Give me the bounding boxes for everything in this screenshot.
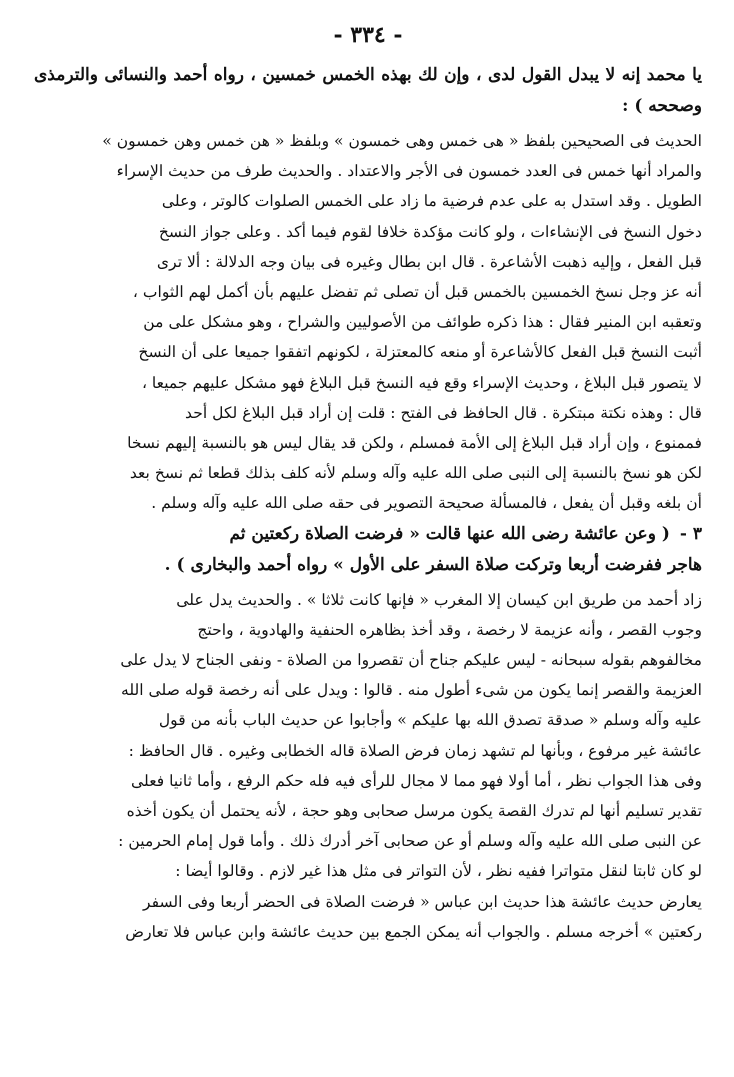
commentary-line: والمراد أنها خمس فى العدد خمسون فى الأجر والاعتداد . والحديث طرف من حديث الإسراء <box>116 162 702 181</box>
commentary-line: وتعقبه ابن المنير فقال : هذا ذكره طوائف من الأصوليين والشراح ، وهو مشكل على من <box>143 313 702 332</box>
commentary-line: أثبت النسخ قبل الفعل كالأشاعرة أو منعه كالمعتزلة ، لكونهم اتفقوا جميعا على أن النسخ <box>138 343 702 362</box>
commentary-line: يعارض حديث عائشة هذا حديث ابن عباس « فرضت الصلاة فى الحضر أربعا وفى السفر <box>143 892 702 911</box>
commentary-line: قبل الفعل ، وإليه ذهبت الأشاعرة . قال ابن بطال وغيره فى بيان وجه الدلالة : ألا ترى <box>156 252 702 271</box>
commentary-line: لكن هو نسخ بالنسبة إلى النبى صلى الله عليه وآله وسلم لأنه كلف بذلك قطعا ثم نسخ بعد <box>129 464 702 483</box>
hadith-3 <box>34 519 702 581</box>
commentary-line: الطويل . وقد استدل به على عدم فرضية ما زاد على الخمس الصلوات كالوتر ، وعلى <box>161 192 702 211</box>
commentary-section-2 <box>34 585 702 947</box>
page-number: - ٣٣٤ - <box>333 22 403 48</box>
hadith-3-line <box>34 519 702 550</box>
commentary-line: لو كان ثابتا لنقل متواترا ففيه نظر ، لأن التواتر فى مثل هذا غير لازم . وقالوا أيضا : <box>175 862 702 881</box>
commentary-line: عائشة غير مرفوع ، وبأنها لم تشهد زمان فرض الصلاة قاله الخطابى وغيره . قال الحافظ : <box>128 741 702 760</box>
commentary-line: وفى هذا الجواب نظر ، أما أولا فهو مما لا مجال للرأى فيه فله حكم الرفع ، وأما ثانيا فعلى <box>131 771 702 790</box>
commentary-line: أن بلغه وقبل أن يفعل ، فالمسألة صحيحة التصوير فى حقه صلى الله عليه وآله وسلم . <box>151 494 702 513</box>
commentary-line: قال : وهذه نكتة مبتكرة . قال الحافظ فى الفتح : قلت إن أراد قبل البلاغ لكل أحد <box>185 403 702 422</box>
commentary-line: ركعتين » أخرجه مسلم . والجواب أنه يمكن الجمع بين حديث عائشة وابن عباس فلا تعارض <box>125 922 702 941</box>
hadith-2-ending: يا محمد إنه لا يبدل القول لدى ، وإن لك بهذه الخمس خمسين ، رواه أحمد والنسائى والترمذى وصححه ) : <box>34 65 702 116</box>
commentary-line: فممنوع ، وإن أراد قبل البلاغ إلى الأمة فمسلم ، ولكن قد يقال ليس هو بالنسبة إليهم نسخا <box>127 434 702 453</box>
hadith-3-number: ٣ - <box>679 523 702 544</box>
commentary-section-1 <box>34 126 702 519</box>
commentary-line: تقدير تسليم أنها لم تدرك القصة يكون مرسل صحابى وهو حجة ، لأنه يحتمل أن يكون أخذه <box>126 802 702 821</box>
commentary-line: مخالفوهم بقوله سبحانه - ليس عليكم جناح أن تقصروا من الصلاة - ونفى الجناح لا يدل على <box>120 651 702 670</box>
commentary-line: عليه وآله وسلم « صدقة تصدق الله بها عليكم » وأجابوا عن حديث الباب بأنه من قول <box>158 711 702 730</box>
hadith-3-line: هاجر ففرضت أربعا وتركت صلاة السفر على الأول » رواه أحمد والبخارى ) . <box>164 554 702 575</box>
hadith-3-text-1: ( وعن عائشة رضى الله عنها قالت « فرضت الصلاة ركعتين ثم <box>229 523 670 544</box>
commentary-line: دخول النسخ فى الإنشاءات ، ولو كانت مؤكدة خلافا لقوم فيما أكد . وعلى جواز النسخ <box>158 222 702 241</box>
commentary-line: لا يتصور قبل البلاغ ، وحديث الإسراء وقع فيه النسخ قبل البلاغ فهو مشكل عليهم جميعا ، <box>141 373 702 392</box>
commentary-line: العزيمة والقصر إنما يكون من شىء أطول منه . قالوا : ويدل على أنه رخصة قوله صلى الله <box>120 681 702 700</box>
commentary-line: زاد أحمد من طريق ابن كيسان إلا المغرب « فإنها كانت ثلاثا » . والحديث يدل على <box>176 590 702 609</box>
commentary-line: عن النبى صلى الله عليه وآله وسلم أو عن صحابى آخر أدرك ذلك . وأما قول إمام الحرمين : <box>118 832 702 851</box>
book-page <box>34 20 702 1060</box>
commentary-line: الحديث فى الصحيحين بلفظ « هى خمس وهى خمسون » وبلفظ « هن خمس وهن خمسون » <box>102 132 702 150</box>
commentary-line: أنه عز وجل نسخ الخمسين بالخمس قبل أن تصلى ثم تفضل عليهم بأن أكمل لهم الثواب ، <box>132 283 702 302</box>
commentary-line: وجوب القصر ، وأنه عزيمة لا رخصة ، وقد أخذ بظاهره الحنفية والهادوية ، واحتج <box>197 620 702 639</box>
